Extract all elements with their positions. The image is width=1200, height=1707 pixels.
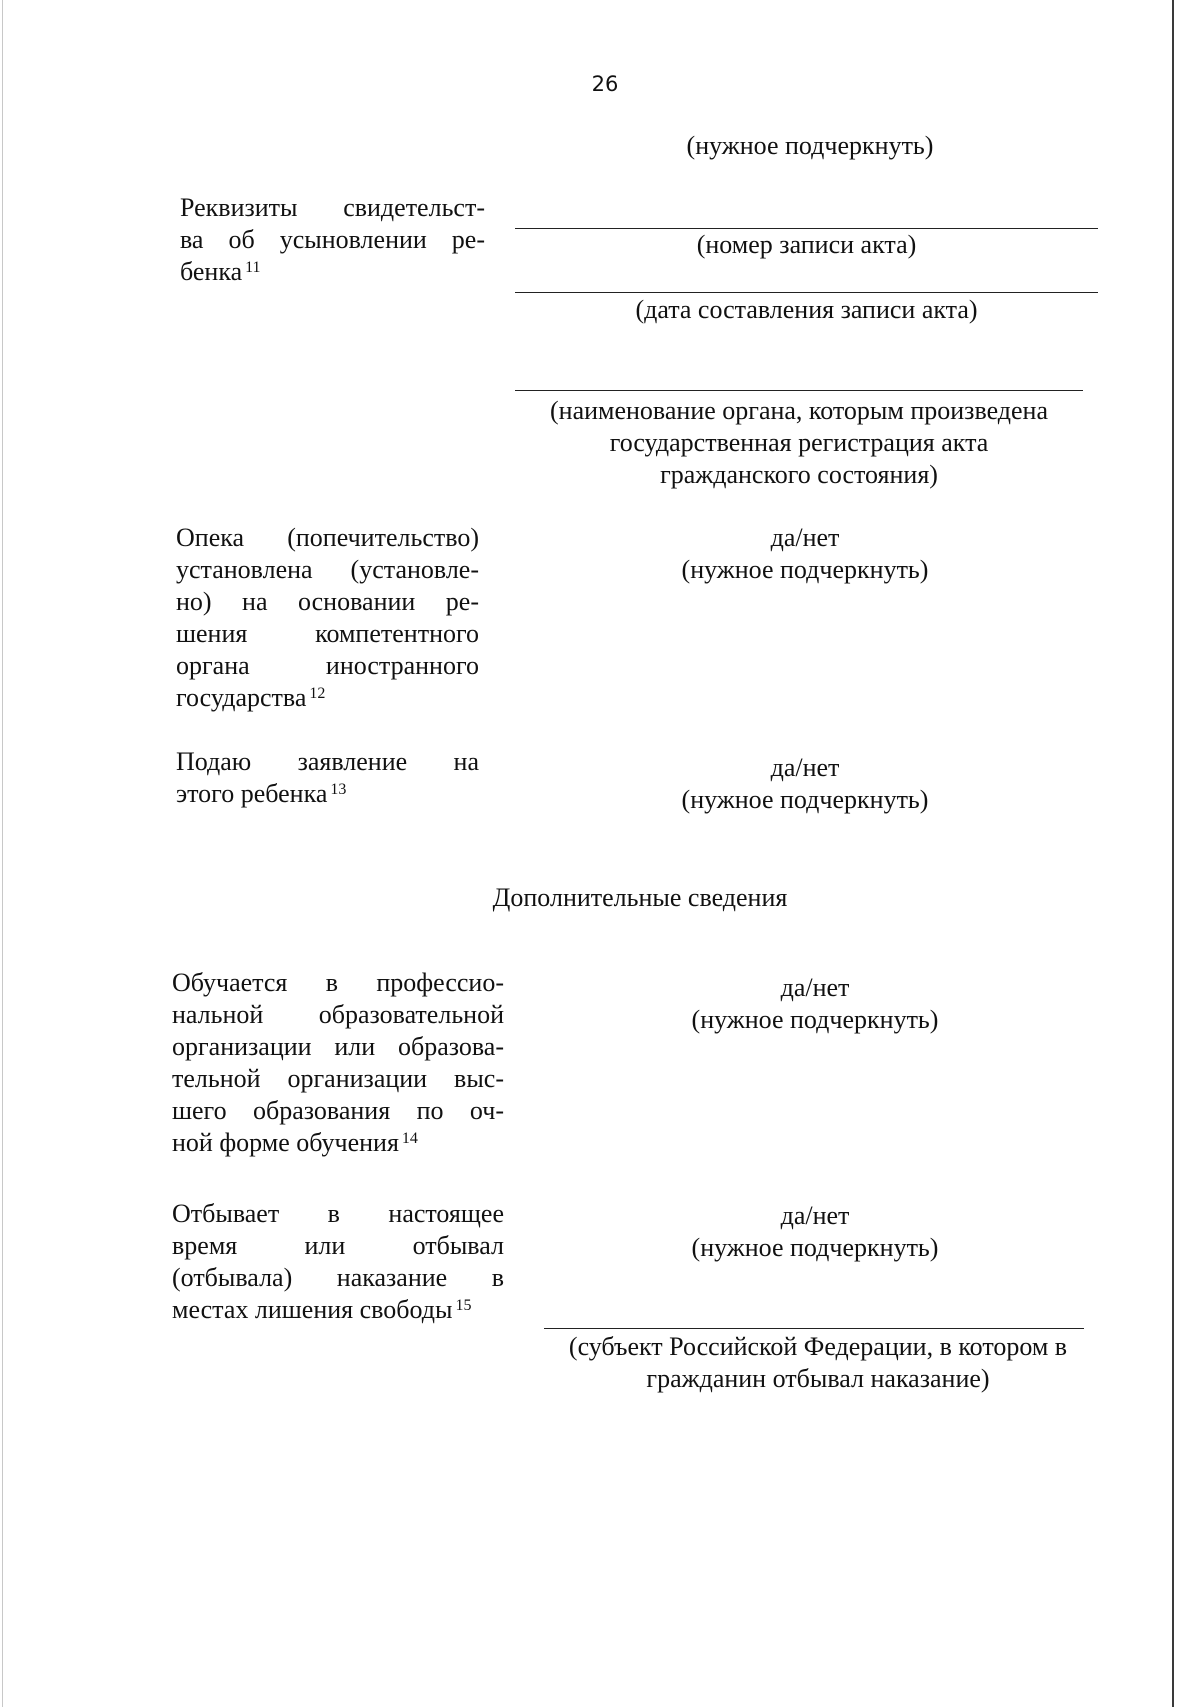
adoption-certificate-label [180, 192, 485, 288]
answer-note: (нужное подчеркнуть) [691, 1005, 939, 1034]
imprisonment-label [172, 1198, 504, 1326]
scan-edge-left [2, 0, 3, 1707]
registration-authority-caption [515, 395, 1083, 491]
label-line: но) на основании ре- [176, 587, 479, 616]
label-line: Отбывает в настоящее [172, 1199, 504, 1228]
record-date-field[interactable] [515, 292, 1098, 293]
guardianship-answer [640, 522, 970, 586]
caption-line: гражданин отбывал наказание) [646, 1364, 990, 1393]
yes-no-option[interactable]: да/нет [770, 523, 840, 552]
imprisonment-answer [650, 1200, 980, 1264]
caption-line: гражданского состояния) [660, 460, 938, 489]
label-line: установлена (установле- [176, 555, 479, 584]
label-line: Обучается в профессио- [172, 968, 504, 997]
label-line: шения компетентного [176, 619, 479, 648]
label-line: бенка [180, 257, 243, 286]
answer-note: (нужное подчеркнуть) [681, 785, 929, 814]
answer-note: (нужное подчеркнуть) [691, 1233, 939, 1262]
answer-note: (нужное подчеркнуть) [681, 555, 929, 584]
label-line: этого ребенка [176, 779, 328, 808]
caption-line: (наименование органа, которым произведена [550, 396, 1048, 425]
label-line-last [180, 256, 485, 288]
application-label [176, 746, 479, 810]
label-line: (отбывала) наказание в [172, 1263, 504, 1292]
footnote-ref: 14 [401, 1130, 418, 1147]
application-answer [640, 752, 970, 816]
record-number-caption: (номер записи акта) [696, 230, 917, 259]
footnote-ref: 12 [309, 685, 326, 702]
label-line: Подаю заявление на [176, 747, 479, 776]
label-line: Опека (попечительство) [176, 523, 479, 552]
label-line: ва об усыновлении ре- [180, 225, 485, 254]
footnote-ref: 11 [245, 259, 261, 276]
label-line: организации или образова- [172, 1032, 504, 1061]
label-line: ной форме обучения [172, 1128, 399, 1157]
scan-edge-right [1172, 0, 1174, 1707]
label-line: государства [176, 683, 307, 712]
label-line: местах лишения свободы [172, 1295, 453, 1324]
label-line: время или отбывал [172, 1231, 504, 1260]
guardianship-label [176, 522, 479, 714]
registration-authority-field[interactable] [515, 390, 1083, 391]
label-line-last [176, 682, 479, 714]
label-line: нальной образовательной [172, 1000, 504, 1029]
region-caption [528, 1331, 1108, 1395]
section-title: Дополнительные сведения [492, 883, 788, 912]
top-note: (нужное подчеркнуть) [686, 131, 934, 160]
label-line-last [172, 1294, 504, 1326]
footnote-ref: 13 [330, 781, 347, 798]
label-line-last [172, 1127, 504, 1159]
label-line: шего образования по оч- [172, 1096, 504, 1125]
caption-line: государственная регистрация акта [609, 428, 989, 457]
record-date-caption: (дата составления записи акта) [635, 295, 978, 324]
region-field[interactable] [544, 1328, 1084, 1329]
footnote-ref: 15 [455, 1297, 472, 1314]
yes-no-option[interactable]: да/нет [780, 1201, 850, 1230]
label-line: Реквизиты свидетельст- [180, 193, 485, 222]
label-line: органа иностранного [176, 651, 479, 680]
label-line-last [176, 778, 479, 810]
page-number: 26 [591, 72, 619, 96]
education-label [172, 967, 504, 1159]
yes-no-option[interactable]: да/нет [770, 753, 840, 782]
caption-line: (субъект Российской Федерации, в котором в [568, 1332, 1068, 1361]
yes-no-option[interactable]: да/нет [780, 973, 850, 1002]
label-line: тельной организации выс- [172, 1064, 504, 1093]
education-answer [650, 972, 980, 1036]
